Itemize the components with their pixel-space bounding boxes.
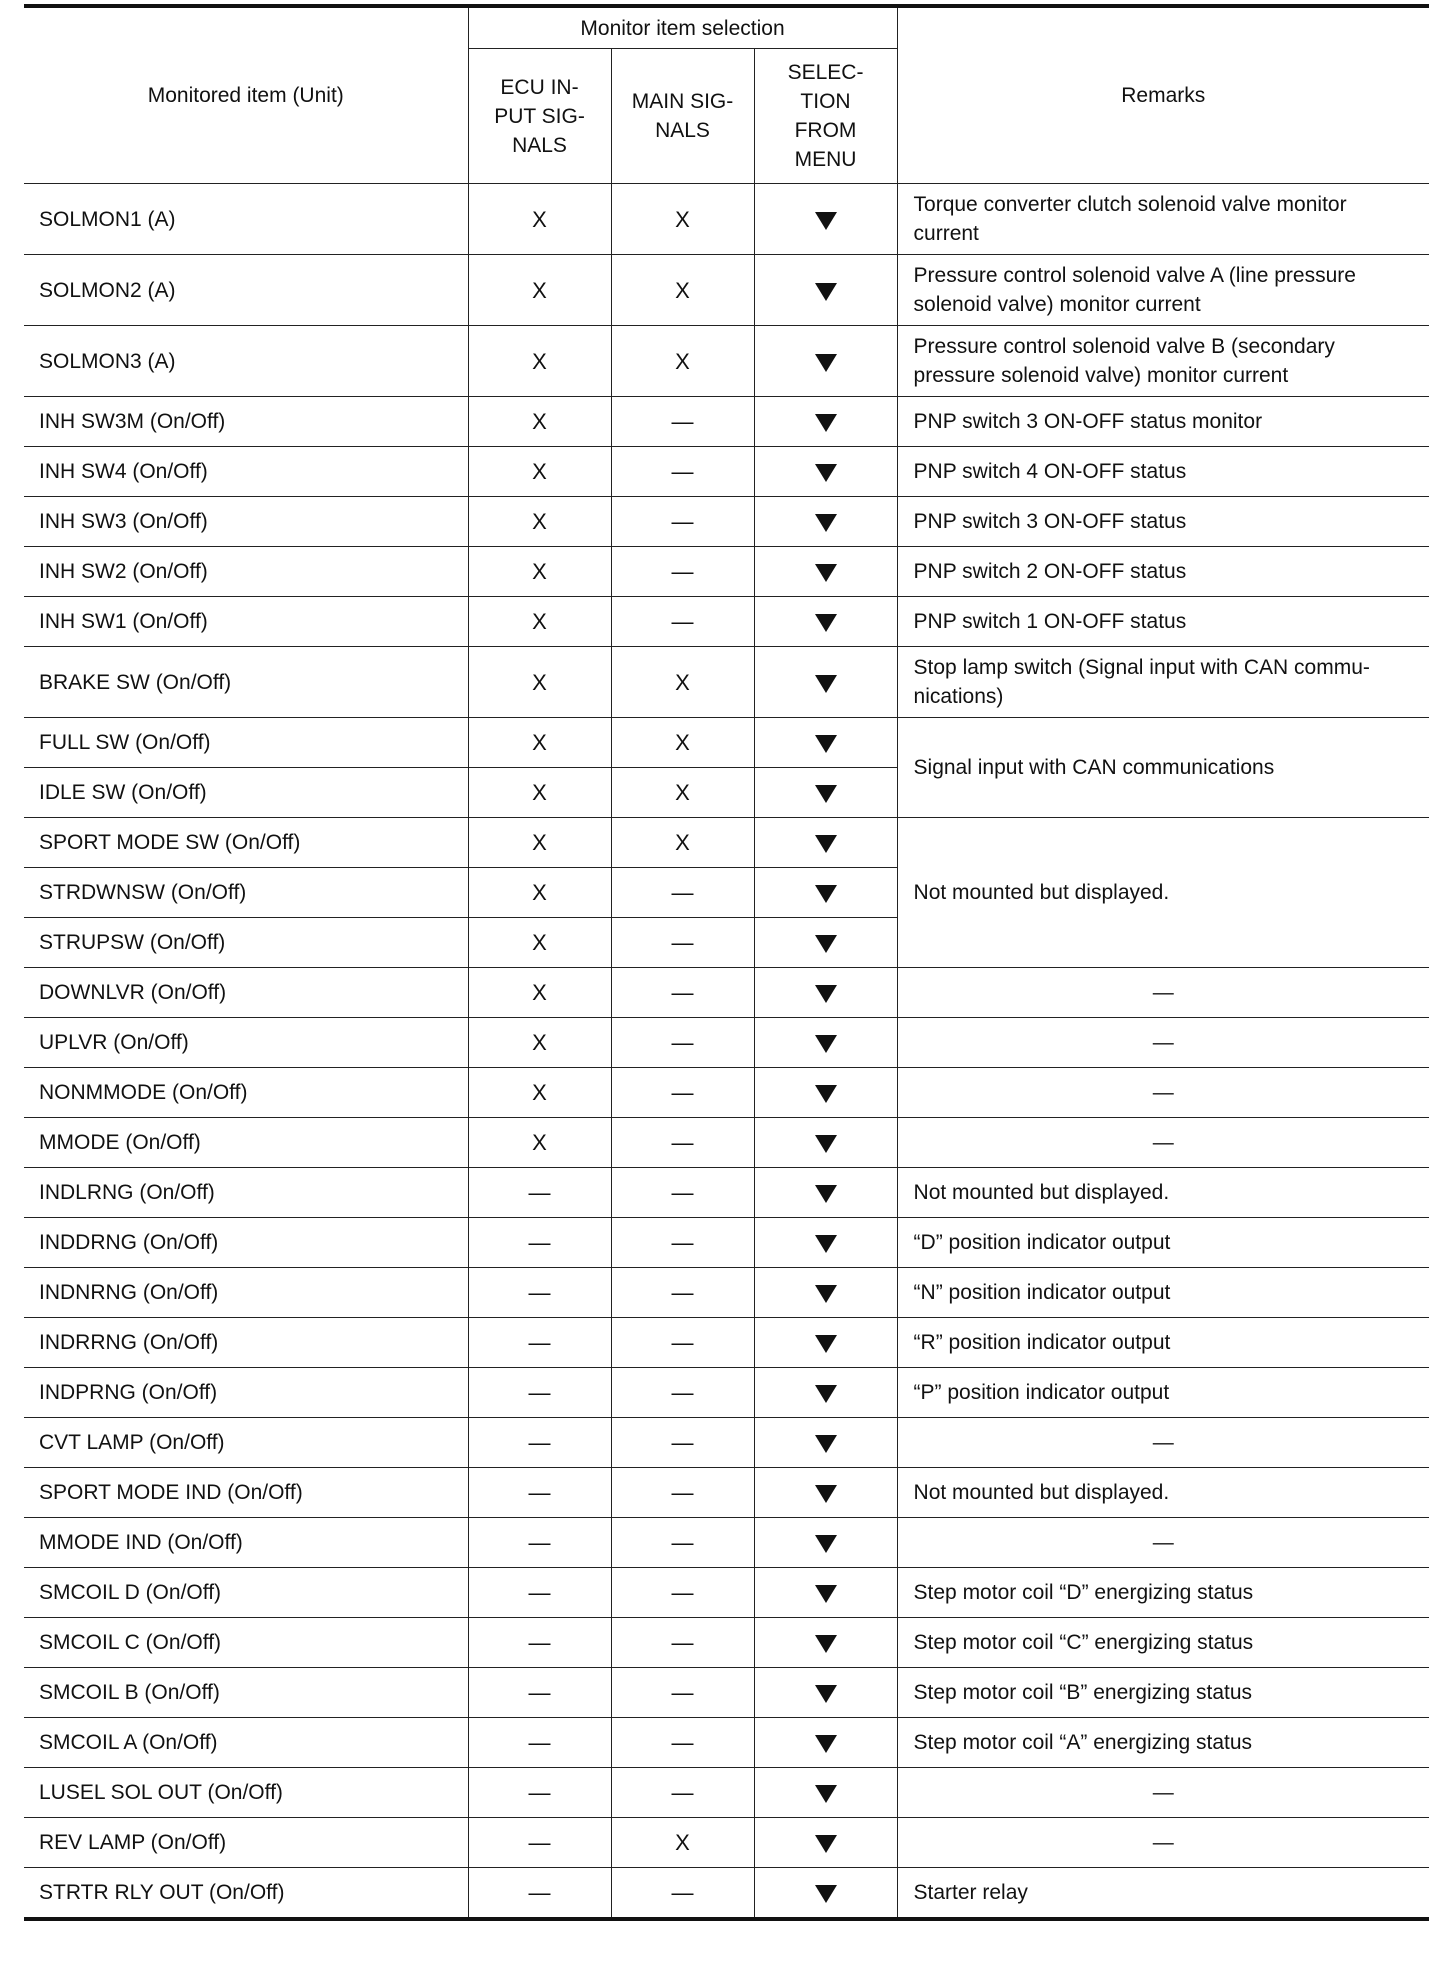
remark-line-1: Stop lamp switch (Signal input with CAN commu- [913, 656, 1370, 679]
remarks-cell: PNP switch 3 ON-OFF status monitor [897, 397, 1429, 447]
main-signals-cell: X [611, 718, 754, 768]
down-triangle-icon [815, 414, 837, 432]
main-signals-cell: — [611, 1618, 754, 1668]
down-triangle-icon [815, 212, 837, 230]
selection-from-menu-cell [754, 397, 897, 447]
table-row [24, 1718, 1429, 1768]
monitored-item-cell: SOLMON3 (A) [24, 326, 468, 397]
main-signals-cell: — [611, 1518, 754, 1568]
selection-from-menu-cell [754, 1518, 897, 1568]
ecu-input-signals-cell: X [468, 597, 611, 647]
table-row [24, 1468, 1429, 1518]
header-monitor-item-selection-label: Monitor item selection [580, 16, 785, 40]
monitored-item-cell: BRAKE SW (On/Off) [24, 647, 468, 718]
ecu-input-signals-cell: X [468, 184, 611, 255]
monitored-item-cell: INH SW1 (On/Off) [24, 597, 468, 647]
down-triangle-icon [815, 1035, 837, 1053]
main-signals-cell: — [611, 1568, 754, 1618]
table-row [24, 1518, 1429, 1568]
header-ecu-input-signals [468, 49, 611, 184]
selection-from-menu-cell [754, 597, 897, 647]
ecu-input-signals-cell: — [468, 1868, 611, 1920]
table-row [24, 597, 1429, 647]
header-main-line-2: NALS [655, 119, 710, 142]
remarks-cell: Step motor coil “A” energizing status [897, 1718, 1429, 1768]
selection-from-menu-cell [754, 868, 897, 918]
ecu-input-signals-cell: — [468, 1568, 611, 1618]
ecu-input-signals-cell: — [468, 1368, 611, 1418]
header-remarks-label: Remarks [1121, 84, 1206, 107]
main-signals-cell: — [611, 1668, 754, 1718]
monitored-item-cell: SPORT MODE SW (On/Off) [24, 818, 468, 868]
header-monitor-item-selection [468, 6, 897, 49]
monitored-item-cell: INH SW4 (On/Off) [24, 447, 468, 497]
selection-from-menu-cell [754, 547, 897, 597]
remarks-cell: — [897, 1118, 1429, 1168]
table-row [24, 1218, 1429, 1268]
ecu-input-signals-cell: X [468, 497, 611, 547]
monitored-item-cell: INH SW3M (On/Off) [24, 397, 468, 447]
selection-from-menu-cell [754, 968, 897, 1018]
table-row [24, 497, 1429, 547]
main-signals-cell: — [611, 1068, 754, 1118]
selection-from-menu-cell [754, 1318, 897, 1368]
ecu-input-signals-cell: X [468, 647, 611, 718]
remarks-cell [897, 184, 1429, 255]
down-triangle-icon [815, 935, 837, 953]
ecu-input-signals-cell: X [468, 718, 611, 768]
ecu-input-signals-cell: — [468, 1468, 611, 1518]
down-triangle-icon [815, 1435, 837, 1453]
header-selection-from-menu [754, 49, 897, 184]
monitored-item-cell: REV LAMP (On/Off) [24, 1818, 468, 1868]
remarks-cell [897, 326, 1429, 397]
remarks-cell [897, 647, 1429, 718]
remark-line-2: current [913, 222, 979, 245]
remark-line-2: nications) [913, 685, 1004, 708]
down-triangle-icon [815, 675, 837, 693]
remarks-cell: “R” position indicator output [897, 1318, 1429, 1368]
main-signals-cell: — [611, 1718, 754, 1768]
down-triangle-icon [815, 1085, 837, 1103]
down-triangle-icon [815, 1235, 837, 1253]
remarks-cell: PNP switch 1 ON-OFF status [897, 597, 1429, 647]
ecu-input-signals-cell: — [468, 1618, 611, 1668]
down-triangle-icon [815, 835, 837, 853]
monitored-item-cell: DOWNLVR (On/Off) [24, 968, 468, 1018]
header-sel-line-4: MENU [794, 148, 857, 171]
table-row [24, 184, 1429, 255]
ecu-input-signals-cell: — [468, 1768, 611, 1818]
ecu-input-signals-cell: — [468, 1818, 611, 1868]
header-sel-line-2: TION [800, 90, 851, 113]
table-row [24, 326, 1429, 397]
remarks-cell: — [897, 968, 1429, 1018]
remarks-cell: — [897, 1518, 1429, 1568]
main-signals-cell: X [611, 647, 754, 718]
selection-from-menu-cell [754, 1868, 897, 1920]
header-row-top [24, 6, 1429, 49]
table-row [24, 968, 1429, 1018]
monitored-item-cell: SMCOIL C (On/Off) [24, 1618, 468, 1668]
ecu-input-signals-cell: X [468, 768, 611, 818]
table-header [24, 6, 1429, 184]
down-triangle-icon [815, 1185, 837, 1203]
main-signals-cell: — [611, 1468, 754, 1518]
table-row [24, 447, 1429, 497]
down-triangle-icon [815, 735, 837, 753]
down-triangle-icon [815, 283, 837, 301]
down-triangle-icon [815, 1635, 837, 1653]
ecu-input-signals-cell: X [468, 547, 611, 597]
header-ecu-line-3: NALS [512, 133, 567, 157]
main-signals-cell: — [611, 1868, 754, 1920]
remarks-cell: PNP switch 2 ON-OFF status [897, 547, 1429, 597]
selection-from-menu-cell [754, 1118, 897, 1168]
header-main-signals [611, 49, 754, 184]
table-row [24, 1618, 1429, 1668]
main-signals-cell: X [611, 184, 754, 255]
selection-from-menu-cell [754, 1218, 897, 1268]
ecu-input-signals-cell: — [468, 1218, 611, 1268]
monitored-item-cell: MMODE (On/Off) [24, 1118, 468, 1168]
down-triangle-icon [815, 785, 837, 803]
main-signals-cell: — [611, 1268, 754, 1318]
down-triangle-icon [815, 1835, 837, 1853]
ecu-input-signals-cell: X [468, 1118, 611, 1168]
down-triangle-icon [815, 1885, 837, 1903]
selection-from-menu-cell [754, 818, 897, 868]
selection-from-menu-cell [754, 647, 897, 718]
down-triangle-icon [815, 1585, 837, 1603]
remarks-cell: Step motor coil “C” energizing status [897, 1618, 1429, 1668]
selection-from-menu-cell [754, 718, 897, 768]
down-triangle-icon [815, 1385, 837, 1403]
header-main-line-1: MAIN SIG- [631, 90, 734, 113]
main-signals-cell: — [611, 1118, 754, 1168]
main-signals-cell: — [611, 597, 754, 647]
selection-from-menu-cell [754, 1468, 897, 1518]
selection-from-menu-cell [754, 1368, 897, 1418]
main-signals-cell: — [611, 968, 754, 1018]
monitor-item-table [24, 4, 1429, 1921]
selection-from-menu-cell [754, 1068, 897, 1118]
selection-from-menu-cell [754, 1418, 897, 1468]
monitored-item-cell: NONMMODE (On/Off) [24, 1068, 468, 1118]
monitored-item-cell: INDLRNG (On/Off) [24, 1168, 468, 1218]
remarks-cell: — [897, 1018, 1429, 1068]
ecu-input-signals-cell: X [468, 447, 611, 497]
remark-line-2: solenoid valve) monitor current [913, 293, 1201, 316]
remarks-cell: Signal input with CAN communications [897, 718, 1429, 818]
header-sel-line-1: SELEC- [787, 61, 864, 84]
monitored-item-cell: INH SW2 (On/Off) [24, 547, 468, 597]
selection-from-menu-cell [754, 1018, 897, 1068]
ecu-input-signals-cell: X [468, 326, 611, 397]
remarks-cell: Starter relay [897, 1868, 1429, 1920]
main-signals-cell: X [611, 768, 754, 818]
monitored-item-cell: INDRRNG (On/Off) [24, 1318, 468, 1368]
down-triangle-icon [815, 464, 837, 482]
down-triangle-icon [815, 354, 837, 372]
down-triangle-icon [815, 514, 837, 532]
remarks-cell: “P” position indicator output [897, 1368, 1429, 1418]
ecu-input-signals-cell: X [468, 1068, 611, 1118]
main-signals-cell: X [611, 818, 754, 868]
ecu-input-signals-cell: X [468, 868, 611, 918]
main-signals-cell: — [611, 1218, 754, 1268]
down-triangle-icon [815, 885, 837, 903]
main-signals-cell: — [611, 547, 754, 597]
table-row [24, 1668, 1429, 1718]
selection-from-menu-cell [754, 1168, 897, 1218]
ecu-input-signals-cell: — [468, 1268, 611, 1318]
header-monitored-item [24, 6, 468, 184]
down-triangle-icon [815, 1285, 837, 1303]
monitored-item-cell: IDLE SW (On/Off) [24, 768, 468, 818]
monitored-item-cell: LUSEL SOL OUT (On/Off) [24, 1768, 468, 1818]
table-row [24, 1568, 1429, 1618]
monitor-item-table-container [24, 4, 1429, 1921]
table-row [24, 1418, 1429, 1468]
monitored-item-cell: CVT LAMP (On/Off) [24, 1418, 468, 1468]
monitored-item-cell: INDPRNG (On/Off) [24, 1368, 468, 1418]
table-row [24, 1368, 1429, 1418]
main-signals-cell: — [611, 1418, 754, 1468]
down-triangle-icon [815, 1735, 837, 1753]
ecu-input-signals-cell: X [468, 818, 611, 868]
ecu-input-signals-cell: X [468, 918, 611, 968]
selection-from-menu-cell [754, 1268, 897, 1318]
remarks-cell: Step motor coil “D” energizing status [897, 1568, 1429, 1618]
monitored-item-cell: STRTR RLY OUT (On/Off) [24, 1868, 468, 1920]
monitored-item-cell: SMCOIL D (On/Off) [24, 1568, 468, 1618]
monitored-item-cell: INDNRNG (On/Off) [24, 1268, 468, 1318]
remarks-cell: — [897, 1068, 1429, 1118]
table-row [24, 1168, 1429, 1218]
selection-from-menu-cell [754, 1818, 897, 1868]
table-row [24, 647, 1429, 718]
ecu-input-signals-cell: — [468, 1668, 611, 1718]
selection-from-menu-cell [754, 184, 897, 255]
main-signals-cell: — [611, 918, 754, 968]
remarks-cell: PNP switch 3 ON-OFF status [897, 497, 1429, 547]
selection-from-menu-cell [754, 918, 897, 968]
selection-from-menu-cell [754, 1568, 897, 1618]
down-triangle-icon [815, 1335, 837, 1353]
monitored-item-cell: SPORT MODE IND (On/Off) [24, 1468, 468, 1518]
table-row [24, 1068, 1429, 1118]
ecu-input-signals-cell: — [468, 1168, 611, 1218]
selection-from-menu-cell [754, 1718, 897, 1768]
table-row [24, 818, 1429, 868]
remarks-cell: Not mounted but displayed. [897, 1468, 1429, 1518]
remarks-cell: Step motor coil “B” energizing status [897, 1668, 1429, 1718]
table-row [24, 1768, 1429, 1818]
ecu-input-signals-cell: X [468, 397, 611, 447]
down-triangle-icon [815, 1685, 837, 1703]
selection-from-menu-cell [754, 447, 897, 497]
down-triangle-icon [815, 614, 837, 632]
monitored-item-cell: INDDRNG (On/Off) [24, 1218, 468, 1268]
monitored-item-cell: STRUPSW (On/Off) [24, 918, 468, 968]
monitored-item-cell: SMCOIL B (On/Off) [24, 1668, 468, 1718]
remarks-cell [897, 255, 1429, 326]
main-signals-cell: — [611, 868, 754, 918]
remark-line-1: Torque converter clutch solenoid valve monitor [913, 193, 1347, 216]
remark-line-1: Pressure control solenoid valve A (line pressure [913, 264, 1356, 287]
monitored-item-cell: SMCOIL A (On/Off) [24, 1718, 468, 1768]
selection-from-menu-cell [754, 326, 897, 397]
selection-from-menu-cell [754, 768, 897, 818]
monitored-item-cell: SOLMON2 (A) [24, 255, 468, 326]
table-row [24, 547, 1429, 597]
header-sel-line-3: FROM [794, 119, 857, 142]
remark-line-2: pressure solenoid valve) monitor current [913, 364, 1289, 387]
down-triangle-icon [815, 1535, 837, 1553]
main-signals-cell: X [611, 1818, 754, 1868]
down-triangle-icon [815, 985, 837, 1003]
down-triangle-icon [815, 564, 837, 582]
selection-from-menu-cell [754, 1668, 897, 1718]
ecu-input-signals-cell: X [468, 255, 611, 326]
down-triangle-icon [815, 1485, 837, 1503]
selection-from-menu-cell [754, 497, 897, 547]
selection-from-menu-cell [754, 255, 897, 326]
header-remarks [897, 6, 1429, 184]
ecu-input-signals-cell: — [468, 1418, 611, 1468]
ecu-input-signals-cell: X [468, 968, 611, 1018]
main-signals-cell: — [611, 397, 754, 447]
main-signals-cell: — [611, 1768, 754, 1818]
monitored-item-cell: STRDWNSW (On/Off) [24, 868, 468, 918]
remarks-cell: Not mounted but displayed. [897, 818, 1429, 968]
table-row [24, 1868, 1429, 1920]
main-signals-cell: — [611, 497, 754, 547]
main-signals-cell: — [611, 1168, 754, 1218]
monitored-item-cell: FULL SW (On/Off) [24, 718, 468, 768]
ecu-input-signals-cell: X [468, 1018, 611, 1068]
monitored-item-cell: SOLMON1 (A) [24, 184, 468, 255]
monitored-item-cell: MMODE IND (On/Off) [24, 1518, 468, 1568]
main-signals-cell: — [611, 1368, 754, 1418]
header-monitored-item-label: Monitored item (Unit) [147, 84, 344, 107]
main-signals-cell: — [611, 447, 754, 497]
selection-from-menu-cell [754, 1618, 897, 1668]
table-row [24, 255, 1429, 326]
table-row [24, 397, 1429, 447]
header-ecu-line-1: ECU IN- [500, 75, 579, 99]
remarks-cell: Not mounted but displayed. [897, 1168, 1429, 1218]
main-signals-cell: — [611, 1318, 754, 1368]
table-row [24, 1818, 1429, 1868]
table-row [24, 1118, 1429, 1168]
header-ecu-line-2: PUT SIG- [494, 104, 585, 128]
remarks-cell: — [897, 1418, 1429, 1468]
table-row [24, 1268, 1429, 1318]
ecu-input-signals-cell: — [468, 1318, 611, 1368]
remarks-cell: “D” position indicator output [897, 1218, 1429, 1268]
table-row [24, 718, 1429, 768]
main-signals-cell: X [611, 255, 754, 326]
remarks-cell: — [897, 1818, 1429, 1868]
down-triangle-icon [815, 1785, 837, 1803]
ecu-input-signals-cell: — [468, 1718, 611, 1768]
table-row [24, 1318, 1429, 1368]
monitored-item-cell: INH SW3 (On/Off) [24, 497, 468, 547]
monitored-item-cell: UPLVR (On/Off) [24, 1018, 468, 1068]
down-triangle-icon [815, 1135, 837, 1153]
main-signals-cell: — [611, 1018, 754, 1068]
table-body [24, 184, 1429, 1920]
remarks-cell: “N” position indicator output [897, 1268, 1429, 1318]
remarks-cell: PNP switch 4 ON-OFF status [897, 447, 1429, 497]
ecu-input-signals-cell: — [468, 1518, 611, 1568]
main-signals-cell: X [611, 326, 754, 397]
remark-line-1: Pressure control solenoid valve B (secondary [913, 335, 1335, 358]
table-row [24, 1018, 1429, 1068]
remarks-cell: — [897, 1768, 1429, 1818]
selection-from-menu-cell [754, 1768, 897, 1818]
